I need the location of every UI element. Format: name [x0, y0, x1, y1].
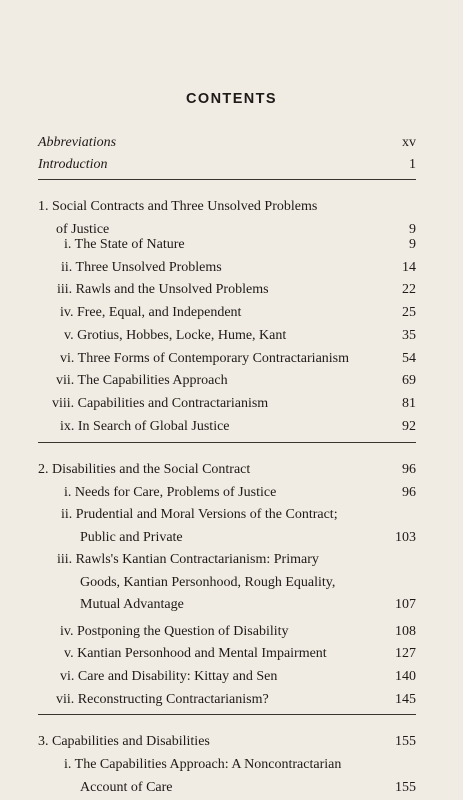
toc-entry-title: Abbreviations	[38, 135, 117, 150]
toc-entry-title: 3. Capabilities and Disabilities	[38, 734, 210, 749]
toc-entry-page-number: 155	[395, 779, 416, 795]
toc-entry-title: Introduction	[38, 157, 108, 172]
toc-entry-title: Goods, Kantian Personhood, Rough Equality,	[80, 574, 336, 590]
toc-entry-title: vi. Three Forms of Contemporary Contractarianism	[60, 351, 350, 366]
toc-entry-page-number: 54	[402, 351, 416, 366]
toc-entry-title: 2. Disabilities and the Social Contract	[38, 462, 251, 477]
toc-entry-title: iv. Postponing the Question of Disability	[60, 624, 289, 639]
toc-entry-page-number: 92	[402, 419, 416, 434]
toc-entry-page-number: 1	[409, 157, 416, 172]
toc-entry-title: of Justice	[56, 221, 110, 237]
toc-entry-title: vii. Reconstructing Contractarianism?	[56, 692, 269, 707]
toc-entry-page-number: 81	[402, 396, 416, 411]
section-divider	[38, 442, 416, 443]
toc-entry-title: iii. Rawls's Kantian Contractarianism: Primary	[57, 552, 319, 567]
toc-entry-page-number: 145	[395, 692, 416, 707]
toc-entry-page-number: 107	[395, 597, 416, 612]
toc-entry-title: v. Grotius, Hobbes, Locke, Hume, Kant	[64, 328, 287, 343]
toc-entry-title: Public and Private	[80, 529, 183, 545]
toc-entry-title: v. Kantian Personhood and Mental Impairment	[64, 646, 327, 661]
toc-entry-title: ii. Prudential and Moral Versions of the Contract;	[61, 507, 338, 522]
toc-entry-page-number: xv	[402, 135, 416, 150]
toc-entry-title: vi. Care and Disability: Kittay and Sen	[60, 669, 278, 684]
contents-heading: CONTENTS	[186, 91, 277, 107]
toc-entry-title: iii. Rawls and the Unsolved Problems	[57, 282, 269, 297]
toc-entry-page-number: 155	[395, 734, 416, 749]
toc-entry-page-number: 9	[409, 237, 416, 252]
toc-entry-title: iv. Free, Equal, and Independent	[60, 305, 242, 320]
toc-entry-page-number: 96	[402, 485, 416, 500]
toc-entry-title: i. The State of Nature	[64, 237, 185, 252]
section-divider	[38, 714, 416, 715]
toc-entry-title: i. Needs for Care, Problems of Justice	[64, 485, 277, 500]
toc-entry-page-number: 140	[395, 669, 416, 684]
toc-entry-title: Mutual Advantage	[80, 597, 184, 612]
toc-entry-title: Account of Care	[80, 779, 173, 795]
toc-entry-title: ii. Three Unsolved Problems	[61, 260, 222, 275]
toc-entry-page-number: 35	[402, 328, 416, 343]
toc-entry-page-number: 9	[409, 221, 416, 237]
toc-entry-page-number: 127	[395, 646, 416, 661]
toc-entry-title: viii. Capabilities and Contractarianism	[52, 396, 269, 411]
toc-entry-page-number: 22	[402, 282, 416, 297]
toc-entry-page-number: 108	[395, 624, 416, 639]
toc-entry-page-number: 25	[402, 305, 416, 320]
section-divider	[38, 179, 416, 180]
toc-entry-title: ix. In Search of Global Justice	[60, 419, 230, 434]
toc-entry-title: 1. Social Contracts and Three Unsolved Problems	[38, 199, 318, 214]
toc-entry-page-number: 96	[402, 462, 416, 477]
toc-entry-page-number: 69	[402, 373, 416, 388]
toc-entry-title: i. The Capabilities Approach: A Noncontractarian	[64, 757, 342, 772]
toc-entry-title: vii. The Capabilities Approach	[56, 373, 228, 388]
toc-entry-page-number: 14	[402, 260, 416, 275]
toc-entry-page-number: 103	[395, 529, 416, 545]
